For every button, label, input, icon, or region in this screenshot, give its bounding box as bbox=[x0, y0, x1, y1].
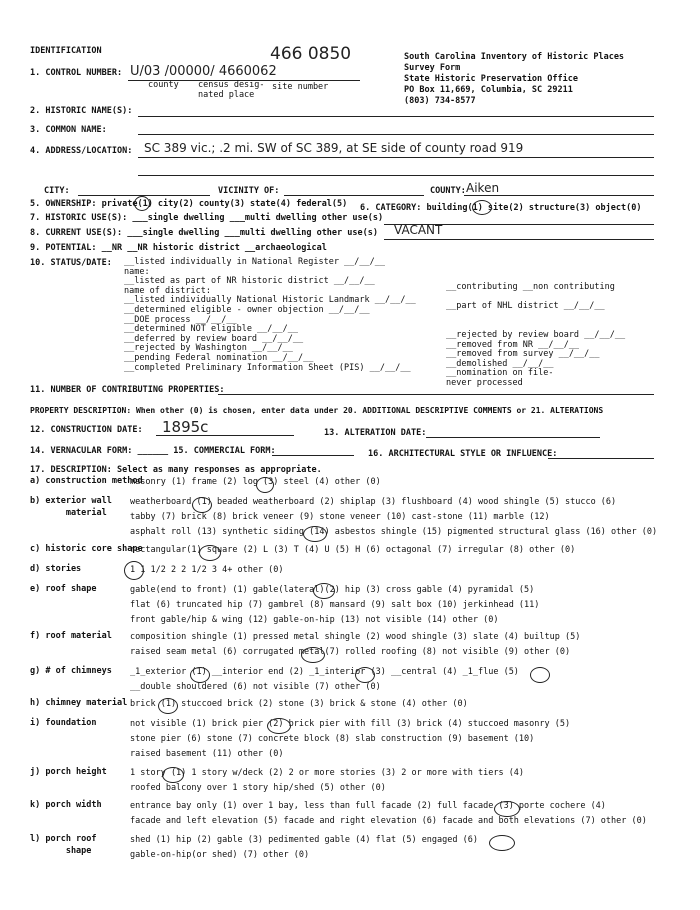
address-value: SC 389 vic.; .2 mi. SW of SC 389, at SE side of county road 919 bbox=[144, 141, 524, 155]
section-option-line: not visible (1) brick pier (2) brick pier with fill (3) brick (4) stuccoed masonry (5) bbox=[130, 719, 571, 729]
selection-circle bbox=[199, 545, 221, 561]
section-label: g) # of chimneys bbox=[30, 666, 112, 676]
section-label: b) exterior wall material bbox=[30, 496, 112, 518]
section-label: a) construction method bbox=[30, 476, 143, 486]
section-option-line: raised basement (11) other (0) bbox=[130, 749, 284, 759]
section-option-line: roofed balcony over 1 story hip/shed (5) other (0) bbox=[130, 783, 386, 793]
section-label: c) historic core shape bbox=[30, 544, 143, 554]
potential-line: 9. POTENTIAL: __NR __NR historic district __archaeological bbox=[30, 243, 327, 253]
section-option-line: masonry (1) frame (2) log (3) steel (4) other (0) bbox=[130, 477, 381, 487]
selection-circle bbox=[313, 583, 335, 599]
property-description: PROPERTY DESCRIPTION: When other (0) is chosen, enter data under 20. ADDITIONAL DESCRIPTIVE COMMENTS or 21. ALTERATIONS bbox=[30, 406, 604, 415]
section-label: d) stories bbox=[30, 564, 82, 574]
identification-heading: IDENTIFICATION bbox=[30, 46, 102, 56]
selection-circle bbox=[489, 835, 515, 851]
section-option-line: gable-on-hip(or shed) (7) other (0) bbox=[130, 850, 310, 860]
section-option-line: composition shingle (1) pressed metal shingle (2) wood shingle (3) slate (4) builtup (5) bbox=[130, 632, 581, 642]
ownership-line: 5. OWNERSHIP: private(1) city(2) county(3) state(4) federal(5) bbox=[30, 199, 348, 209]
category-line: 6. CATEGORY: building(1) site(2) structure(3) object(0) bbox=[360, 203, 642, 213]
section-option-line: asphalt roll (13) synthetic siding (14) asbestos shingle (15) pigmented structural glass (16) other (0) bbox=[130, 527, 658, 537]
selection-circle bbox=[124, 561, 144, 580]
common-name-label: 3. COMMON NAME: bbox=[30, 125, 107, 135]
section-option-line: 1 story (1) 1 story w/deck (2) 2 or more stories (3) 2 or more with tiers (4) bbox=[130, 768, 525, 778]
section-label: i) foundation bbox=[30, 718, 97, 728]
selection-circle bbox=[192, 497, 212, 513]
status-item: never processed bbox=[446, 377, 523, 388]
current-uses-line: 8. CURRENT USE(S): ___single dwelling ___multi dwelling other use(s) bbox=[30, 228, 378, 238]
current-other-value: VACANT bbox=[394, 223, 443, 237]
census-caption: census desig- nated place bbox=[198, 80, 265, 100]
section-label: l) porch roof shape bbox=[30, 834, 97, 856]
section-option-line: __double shouldered (6) not visible (7) other (0) bbox=[130, 682, 381, 692]
status-item: __contributing __non contributing bbox=[446, 282, 615, 292]
status-item: __listed individually in National Register __/__/__ bbox=[124, 257, 385, 267]
status-item: name: bbox=[124, 266, 150, 277]
vicinity-label: VICINITY OF: bbox=[218, 186, 280, 196]
contributing-label: 11. NUMBER OF CONTRIBUTING PROPERTIES: bbox=[30, 385, 225, 395]
status-label: 10. STATUS/DATE: bbox=[30, 258, 112, 268]
city-label: CITY: bbox=[44, 186, 70, 196]
agency-line: Survey Form bbox=[404, 63, 461, 73]
section-label: j) porch height bbox=[30, 767, 107, 777]
selection-circle bbox=[256, 477, 274, 493]
status-item: __listed as part of NR historic district __/__/__ bbox=[124, 276, 375, 287]
section-label: h) chimney material bbox=[30, 698, 128, 708]
status-item: __demolished __/__/__ bbox=[446, 358, 554, 369]
status-item: __rejected by Washington __/__/__ bbox=[124, 343, 293, 354]
status-item: __removed from NR __/__/__ bbox=[446, 339, 580, 350]
county-caption: county bbox=[148, 80, 179, 90]
section-option-line: entrance bay only (1) over 1 bay, less than full facade (2) full facade (3) porte cochere (4) bbox=[130, 801, 606, 811]
selection-circle bbox=[530, 667, 550, 683]
status-item: __DOE process __/__/__ bbox=[124, 314, 237, 325]
section-option-line: tabby (7) brick (8) brick veneer (9) stone veneer (10) cast-stone (11) marble (12) bbox=[130, 512, 550, 522]
alteration-date-label: 13. ALTERATION DATE: bbox=[324, 428, 427, 438]
construction-date-value: 1895c bbox=[162, 418, 209, 436]
status-item: __rejected by review board __/__/__ bbox=[446, 329, 626, 340]
status-left bbox=[124, 258, 416, 373]
section-option-line: stone pier (6) stone (7) concrete block (8) slab construction (9) basement (10) bbox=[130, 734, 535, 744]
historic-uses-line: 7. HISTORIC USE(S): ___single dwelling ___multi dwelling other use(s) bbox=[30, 213, 384, 223]
agency-line: South Carolina Inventory of Historic Places bbox=[404, 52, 625, 62]
selection-circle bbox=[267, 718, 291, 734]
selection-circle bbox=[355, 667, 375, 683]
address-label: 4. ADDRESS/LOCATION: bbox=[30, 146, 133, 156]
section-option-line: flat (6) truncated hip (7) gambrel (8) mansard (9) salt box (10) jerkinhead (11) bbox=[130, 600, 540, 610]
status-item: __determined eligible - owner objection __/__/__ bbox=[124, 304, 370, 315]
status-right bbox=[446, 283, 625, 389]
agency-line: (803) 734-8577 bbox=[404, 96, 476, 106]
county-value: Aiken bbox=[466, 181, 500, 195]
style-label: 16. ARCHITECTURAL STYLE OR INFLUENCE: bbox=[368, 449, 558, 459]
section-option-line: rectangular(1) square (2) L (3) T (4) U (5) H (6) octagonal (7) irregular (8) other (0) bbox=[130, 545, 576, 555]
selection-circle bbox=[162, 767, 184, 783]
site-caption: site number bbox=[272, 82, 329, 92]
selection-circle bbox=[303, 526, 327, 542]
section-option-line: 1 1 1/2 2 2 1/2 3 4+ other (0) bbox=[130, 565, 284, 575]
section-option-line: weatherboard (1) beaded weatherboard (2) shiplap (3) flushboard (4) wood shingle (5) stucco (6) bbox=[130, 497, 617, 507]
selection-circle bbox=[158, 698, 178, 714]
section-option-line: facade and left elevation (5) facade and right elevation (6) facade and both elevations (7) other (0) bbox=[130, 816, 647, 826]
construction-date-label: 12. CONSTRUCTION DATE: bbox=[30, 425, 143, 435]
status-item: __removed from survey __/__/__ bbox=[446, 349, 600, 360]
agency-line: PO Box 11,669, Columbia, SC 29211 bbox=[404, 85, 573, 95]
status-item bbox=[446, 312, 625, 322]
section-label: f) roof material bbox=[30, 631, 112, 641]
section-option-line: gable(end to front) (1) gable(lateral)(2) hip (3) cross gable (4) pyramidal (5) bbox=[130, 585, 535, 595]
status-item: __pending Federal nomination __/__/__ bbox=[124, 352, 314, 363]
section-option-line: shed (1) hip (2) gable (3) pedimented gable (4) flat (5) engaged (6) bbox=[130, 835, 478, 845]
status-item: __nomination on file- bbox=[446, 368, 554, 379]
status-item: __part of NHL district __/__/__ bbox=[446, 301, 605, 312]
section-label: e) roof shape bbox=[30, 584, 97, 594]
status-item: name of district: bbox=[124, 285, 211, 296]
section-option-line: _1_exterior (1) __interior end (2) _1_interior (3) __central (4) _1_flue (5) bbox=[130, 667, 519, 677]
vernacular-line: 14. VERNACULAR FORM: ______ 15. COMMERCIAL FORM: bbox=[30, 446, 276, 456]
selection-circle bbox=[301, 647, 325, 663]
historic-names-label: 2. HISTORIC NAME(S): bbox=[30, 106, 133, 116]
section-option-line: raised seam metal (6) corrugated metal(7) rolled roofing (8) not visible (9) other (0) bbox=[130, 647, 571, 657]
status-item: __listed individually National Historic Landmark __/__/__ bbox=[124, 295, 416, 306]
county-field-label: COUNTY: bbox=[430, 186, 466, 196]
status-item: __deferred by review board __/__/__ bbox=[124, 333, 304, 344]
agency-line: State Historic Preservation Office bbox=[404, 74, 578, 84]
section-option-line: brick (1) stuccoed brick (2) stone (3) brick & stone (4) other (0) bbox=[130, 699, 468, 709]
control-number-label: 1. CONTROL NUMBER: bbox=[30, 68, 123, 78]
status-item: __completed Preliminary Information Sheet (PIS) __/__/__ bbox=[124, 362, 411, 373]
category-circle bbox=[472, 200, 492, 215]
status-item: __determined NOT eligible __/__/__ bbox=[124, 324, 298, 335]
description-heading: 17. DESCRIPTION: Select as many responses as appropriate. bbox=[30, 465, 322, 475]
section-label: k) porch width bbox=[30, 800, 102, 810]
control-number-value: U/03 /00000/ 4660062 bbox=[130, 64, 277, 79]
agency-block bbox=[404, 52, 624, 107]
section-option-line: front gable/hip & wing (12) gable-on-hip (13) not visible (14) other (0) bbox=[130, 615, 499, 625]
selection-circle bbox=[494, 801, 520, 817]
selection-circle bbox=[190, 667, 210, 683]
ownership-circle bbox=[134, 196, 150, 211]
handwritten-number: 466 0850 bbox=[270, 44, 352, 64]
